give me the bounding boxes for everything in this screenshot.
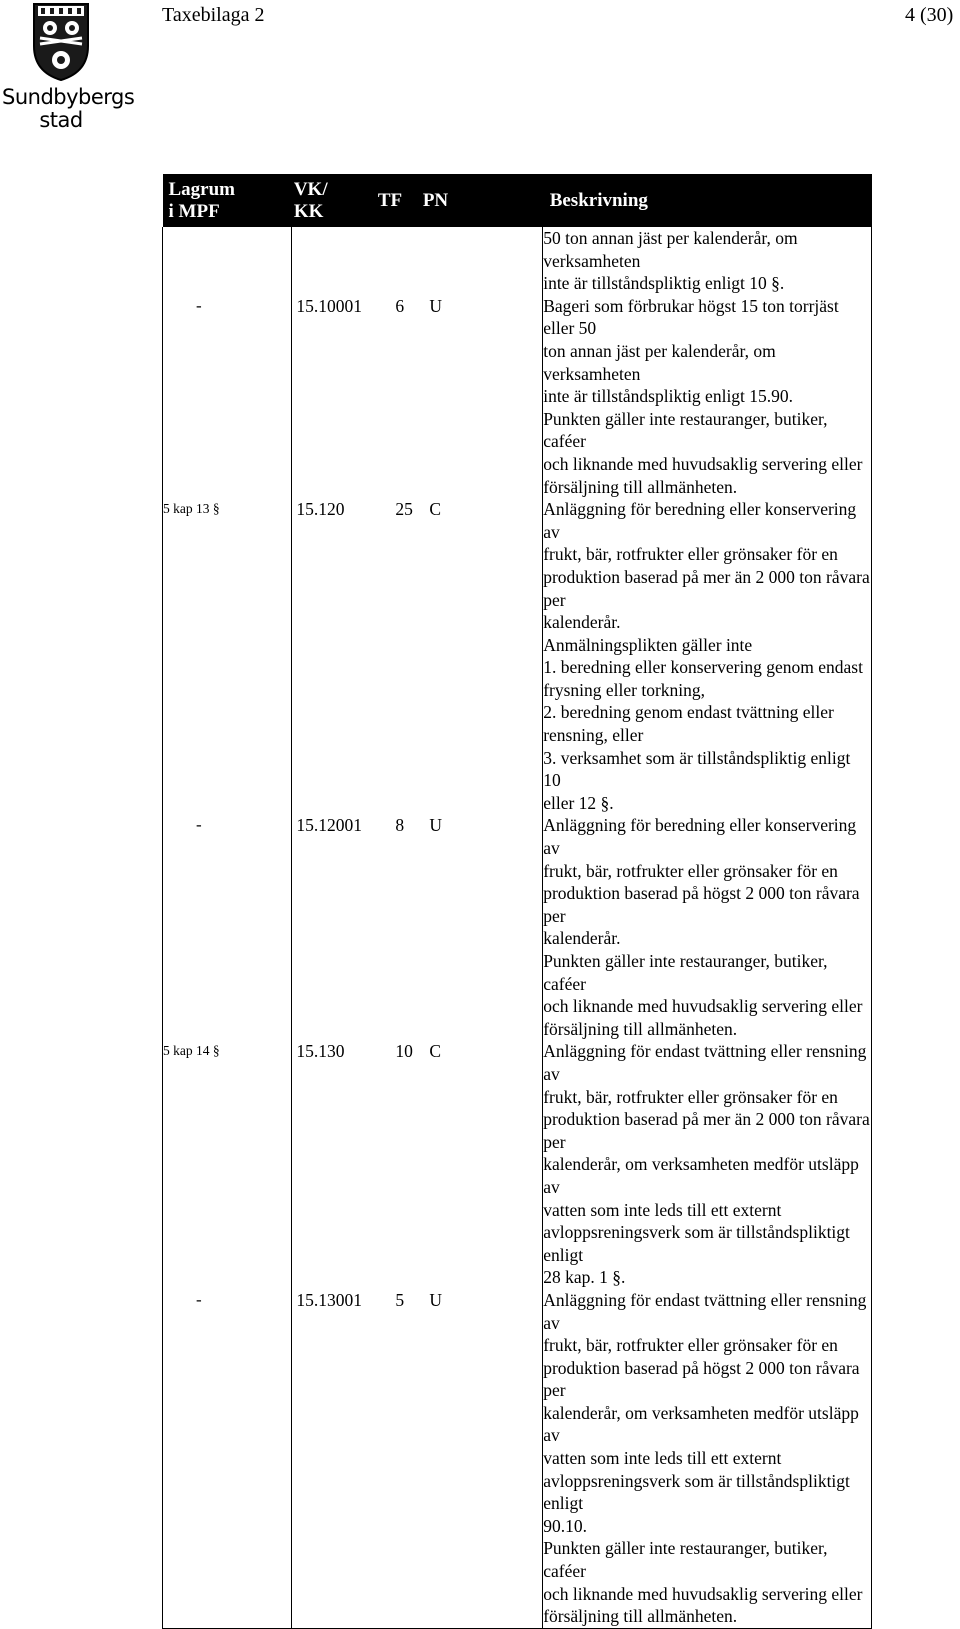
page-number: 4 (30) xyxy=(905,4,954,26)
description-line: och liknande med huvudsaklig servering eller xyxy=(543,453,863,474)
cell-beskrivning xyxy=(543,295,872,498)
description-line: Anläggning för beredning eller konservering av xyxy=(543,499,857,542)
description-line: Anmälningsplikten gäller inte xyxy=(543,634,753,655)
table-row xyxy=(163,227,872,295)
description-line: Punkten gäller inte restauranger, butiker, caféer xyxy=(543,1538,828,1582)
description-line: frukt, bär, rotfrukter eller grönsaker för en xyxy=(543,544,838,565)
coat-of-arms-icon xyxy=(32,2,90,82)
description-line: produktion baserad på mer än 2 000 ton råvara per xyxy=(543,566,870,610)
cell-pn: U xyxy=(429,295,442,316)
table-row xyxy=(163,295,872,498)
logo xyxy=(2,2,135,134)
table-row xyxy=(163,814,872,1040)
cell-beskrivning xyxy=(543,814,872,1040)
cell-codes xyxy=(292,1289,543,1628)
cell-tf: 10 xyxy=(395,1041,413,1062)
description-line: Anläggning för endast tvättning eller rensning av xyxy=(543,1041,867,1084)
header-lagrum: Lagrum i MPF xyxy=(163,174,292,227)
description-line: Punkten gäller inte restauranger, butiker, caféer xyxy=(543,408,828,452)
logo-text: Sundbybergs stad xyxy=(2,85,135,132)
header-codes xyxy=(292,174,543,227)
description-line: rensning, eller xyxy=(543,725,644,746)
cell-vk: 15.10001 xyxy=(296,295,362,316)
cell-tf: 6 xyxy=(395,295,405,316)
cell-lagrum: - xyxy=(163,1289,292,1628)
description-line: kalenderår. xyxy=(543,612,621,633)
doc-title: Taxebilaga 2 xyxy=(162,4,265,26)
cell-codes xyxy=(292,814,543,1040)
description-line: vatten som inte leds till ett externt xyxy=(543,1199,782,1220)
description-line: 50 ton annan jäst per kalenderår, om verksamheten xyxy=(543,228,798,271)
cell-pn: C xyxy=(429,1041,442,1062)
cell-tf: 8 xyxy=(395,815,405,836)
cell-lagrum: - xyxy=(163,814,292,1040)
cell-vk: 15.13001 xyxy=(296,1289,362,1310)
description-line: eller 12 §. xyxy=(543,792,614,813)
cell-beskrivning xyxy=(543,227,872,295)
cell-codes xyxy=(292,295,543,498)
table-row xyxy=(163,498,872,814)
description-line: inte är tillståndspliktig enligt 15.90. xyxy=(543,386,794,407)
description-line: inte är tillståndspliktig enligt 10 §. xyxy=(543,273,785,294)
header-pn: PN xyxy=(422,189,449,211)
cell-pn: U xyxy=(429,1289,442,1310)
description-line: produktion baserad på högst 2 000 ton råvara per xyxy=(543,883,860,926)
description-line: försäljning till allmänheten. xyxy=(543,476,738,497)
description-line: och liknande med huvudsaklig servering eller xyxy=(543,1583,863,1604)
table-row xyxy=(163,1040,872,1289)
cell-lagrum: 5 kap 14 § xyxy=(163,1040,292,1289)
description-line: avloppsreningsverk som är tillståndspliktigt enligt xyxy=(543,1470,850,1514)
cell-lagrum: - xyxy=(163,295,292,498)
cell-beskrivning xyxy=(543,1040,872,1289)
description-line: 1. beredning eller konservering genom endast xyxy=(543,657,863,678)
description-line: 3. verksamhet som är tillståndspliktig enligt 10 xyxy=(543,747,851,791)
description-line: Anläggning för beredning eller konservering av xyxy=(543,815,857,859)
cell-lagrum: 5 kap 13 § xyxy=(163,498,292,814)
cell-pn: U xyxy=(429,815,442,836)
description-line: kalenderår, om verksamheten medför utsläpp av xyxy=(543,1154,859,1197)
description-line: försäljning till allmänheten. xyxy=(543,1018,738,1039)
description-line: produktion baserad på mer än 2 000 ton råvara per xyxy=(543,1109,870,1152)
description-line: 2. beredning genom endast tvättning eller xyxy=(543,702,834,723)
table-header-row xyxy=(163,174,872,227)
description-line: kalenderår, om verksamheten medför utsläpp av xyxy=(543,1402,859,1446)
description-line: frukt, bär, rotfrukter eller grönsaker för en xyxy=(543,860,838,881)
description-line: frukt, bär, rotfrukter eller grönsaker för en xyxy=(543,1335,838,1356)
description-line: frysning eller torkning, xyxy=(543,679,706,700)
description-line: avloppsreningsverk som är tillståndspliktigt enligt xyxy=(543,1222,850,1265)
cell-lagrum xyxy=(163,227,292,295)
description-line: Punkten gäller inte restauranger, butiker, caféer xyxy=(543,951,828,994)
cell-vk: 15.130 xyxy=(296,1041,345,1062)
header-tf: TF xyxy=(377,189,403,211)
cell-tf: 25 xyxy=(395,499,413,520)
description-line: kalenderår. xyxy=(543,928,621,949)
cell-vk: 15.120 xyxy=(296,499,345,520)
header-beskrivning: Beskrivning xyxy=(543,174,872,227)
tax-table xyxy=(162,174,872,1629)
cell-codes xyxy=(292,498,543,814)
cell-pn: C xyxy=(429,499,442,520)
description-line: Bageri som förbrukar högst 15 ton torrjäst eller 50 xyxy=(543,295,839,339)
cell-beskrivning xyxy=(543,1289,872,1628)
header-vk: VK/ KK xyxy=(293,178,328,222)
description-line: Anläggning för endast tvättning eller rensning av xyxy=(543,1289,867,1333)
cell-tf: 5 xyxy=(395,1289,405,1310)
description-line: och liknande med huvudsaklig servering eller xyxy=(543,996,863,1017)
cell-vk: 15.12001 xyxy=(296,815,362,836)
description-line: produktion baserad på högst 2 000 ton råvara per xyxy=(543,1357,860,1401)
description-line: ton annan jäst per kalenderår, om verksamheten xyxy=(543,340,776,384)
cell-codes xyxy=(292,227,543,295)
table-row xyxy=(163,1289,872,1628)
description-line: 90.10. xyxy=(543,1515,587,1536)
description-line: försäljning till allmänheten. xyxy=(543,1606,738,1627)
description-line: vatten som inte leds till ett externt xyxy=(543,1448,782,1469)
description-line: frukt, bär, rotfrukter eller grönsaker för en xyxy=(543,1086,838,1107)
description-line: 28 kap. 1 §. xyxy=(543,1267,626,1288)
cell-beskrivning xyxy=(543,498,872,814)
cell-codes xyxy=(292,1040,543,1289)
